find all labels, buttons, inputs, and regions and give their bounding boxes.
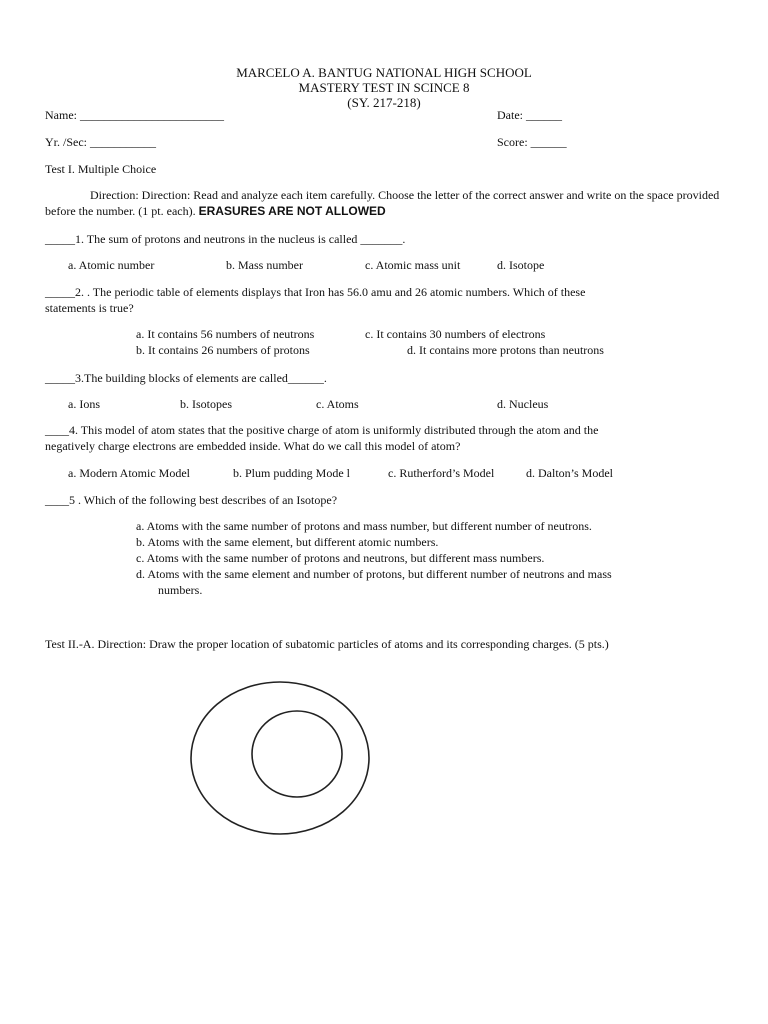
q5-option-c: c. Atoms with the same number of protons and neutrons, but different mass numbers.: [136, 551, 545, 565]
name-field: Name: ________________________: [45, 108, 224, 122]
date-field: Date: ______: [497, 108, 562, 122]
q5-option-d-line1: d. Atoms with the same element and number of protons, but different number of neutrons and mass: [136, 567, 612, 581]
q2-option-a: a. It contains 56 numbers of neutrons: [136, 327, 315, 341]
q2-option-d: d. It contains more protons than neutrons: [407, 343, 604, 357]
q2-option-b: b. It contains 26 numbers of protons: [136, 343, 310, 357]
test1-direction-text: Direction: Direction: Read and analyze each item carefully. Choose the letter of the correct answer and write on the space provided before the number. (1 pt. each).: [45, 188, 720, 218]
q4-option-a: a. Modern Atomic Model: [68, 466, 190, 480]
question-4-stem-line2: negatively charge electrons are embedded inside. What do we call this model of atom?: [45, 439, 461, 453]
q3-option-b: b. Isotopes: [180, 397, 232, 411]
q2-option-c: c. It contains 30 numbers of electrons: [365, 327, 546, 341]
test1-direction-emphasis: ERASURES ARE NOT ALLOWED: [198, 204, 386, 218]
q3-option-d: d. Nucleus: [497, 397, 549, 411]
school-year: (SY. 217-218): [347, 95, 421, 110]
q1-option-b: b. Mass number: [226, 258, 303, 272]
test1-title: Test I. Multiple Choice: [45, 162, 157, 176]
test-title: MASTERY TEST IN SCINCE 8: [298, 80, 470, 95]
atom-diagram: [185, 676, 375, 840]
q1-option-c: c. Atomic mass unit: [365, 258, 461, 272]
score-field: Score: ______: [497, 135, 567, 149]
q4-option-d: d. Dalton’s Model: [526, 466, 613, 480]
test2-direction: Test II.-A. Direction: Draw the proper location of subatomic particles of atoms and its corresponding charges. (5 pts.): [45, 637, 609, 651]
question-1-stem: _____1. The sum of protons and neutrons in the nucleus is called _______.: [45, 232, 406, 246]
q3-option-a: a. Ions: [68, 397, 100, 411]
question-5-stem: ____5 . Which of the following best describes of an Isotope?: [45, 493, 338, 507]
yr-sec-field: Yr. /Sec: ___________: [45, 135, 156, 149]
test1-direction: [45, 187, 725, 219]
q5-option-b: b. Atoms with the same element, but different atomic numbers.: [136, 535, 439, 549]
school-name: MARCELO A. BANTUG NATIONAL HIGH SCHOOL: [236, 65, 532, 80]
atom-nucleus-circle: [252, 711, 342, 797]
q3-option-c: c. Atoms: [316, 397, 359, 411]
q5-option-a: a. Atoms with the same number of protons and mass number, but different number of neutrons.: [136, 519, 592, 533]
question-2-stem-line2: statements is true?: [45, 301, 134, 315]
q1-option-a: a. Atomic number: [68, 258, 155, 272]
q1-option-d: d. Isotope: [497, 258, 545, 272]
question-2-stem-line1: _____2. . The periodic table of elements displays that Iron has 56.0 amu and 26 atomic numbers. Which of these: [45, 285, 586, 299]
q4-option-b: b. Plum pudding Mode l: [233, 466, 351, 480]
question-4-stem-line1: ____4. This model of atom states that the positive charge of atom is uniformly distributed through the atom and the: [45, 423, 599, 437]
q4-option-c: c. Rutherford’s Model: [388, 466, 495, 480]
q5-option-d-line2: numbers.: [158, 583, 203, 597]
question-3-stem: _____3.The building blocks of elements are called______.: [45, 371, 327, 385]
